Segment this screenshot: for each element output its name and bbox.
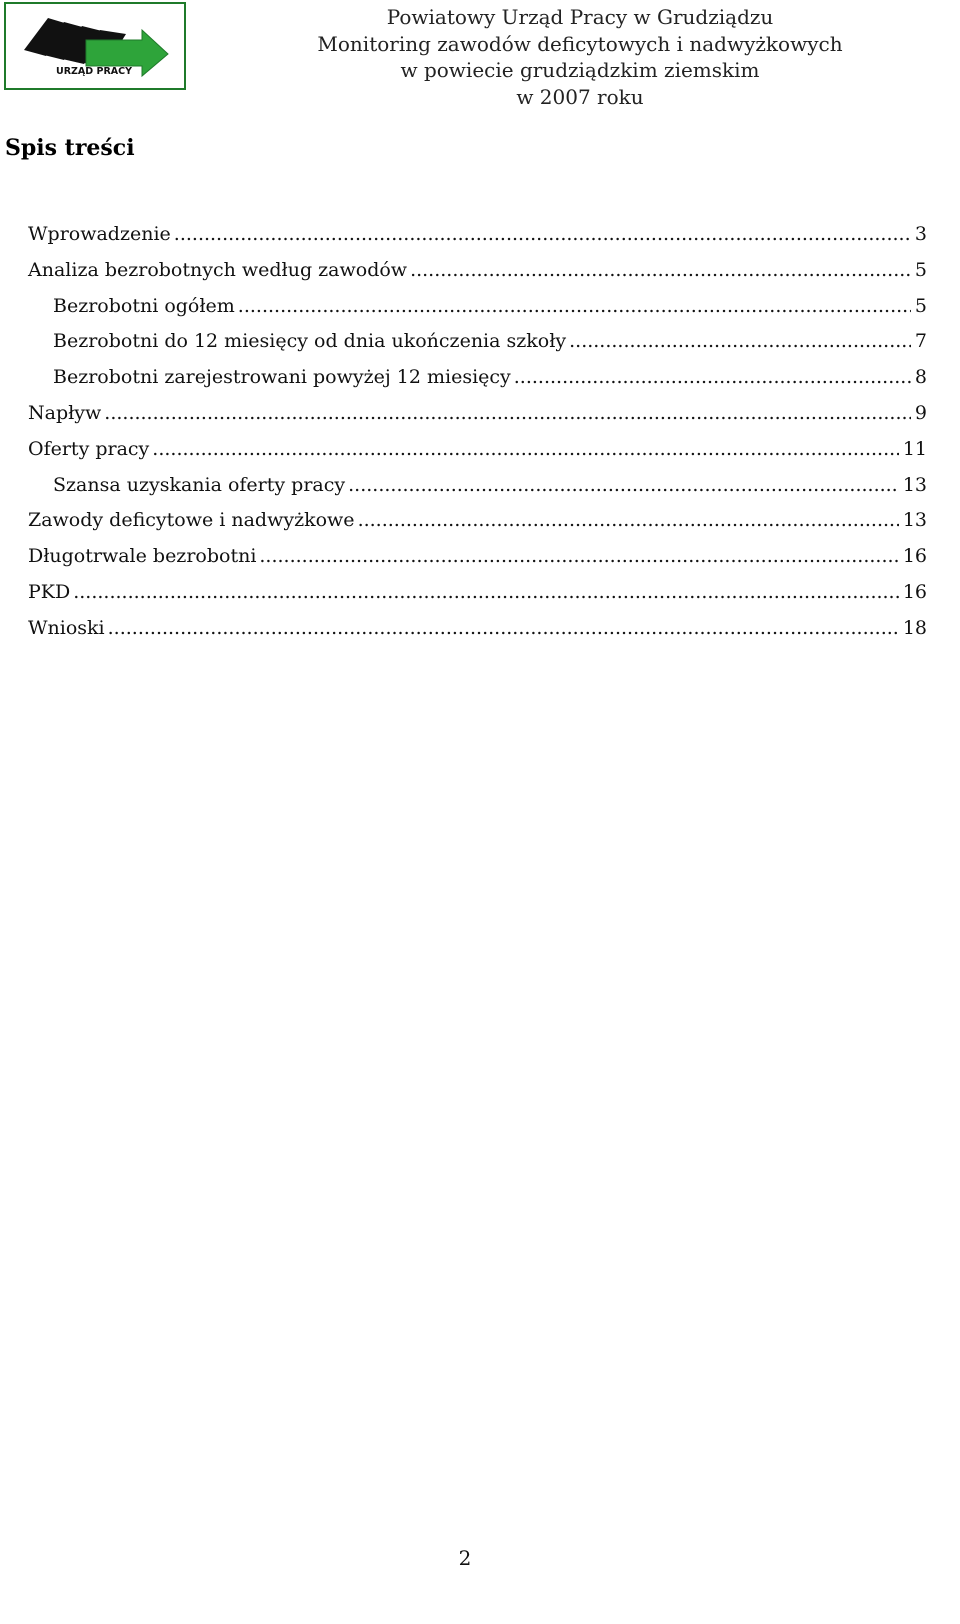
toc-entry-label: Bezrobotni ogółem: [53, 294, 235, 317]
header-line-year: w 2007 roku: [516, 84, 644, 109]
toc-title: Spis treści: [5, 135, 135, 161]
toc-entry-wnioski[interactable]: [28, 612, 927, 648]
header-line-district: w powiecie grudziądzkim ziemskim: [400, 58, 760, 82]
document-header: [250, 4, 910, 110]
toc-entry-wprowadzenie[interactable]: [28, 218, 927, 254]
toc-entry-page: 18: [902, 616, 927, 639]
toc-leader-dots: [238, 290, 911, 322]
header-line-office: Powiatowy Urząd Pracy w Grudziądzu: [386, 5, 774, 29]
toc-leader-dots: [259, 540, 898, 572]
toc-leader-dots: [514, 361, 911, 393]
header-line-title: Monitoring zawodów deficytowych i nadwyżkowych: [317, 31, 843, 56]
toc-entry-bezrobotni-do-12[interactable]: [28, 325, 927, 361]
toc-entry-label: Wnioski: [28, 616, 105, 639]
toc-leader-dots: [73, 576, 899, 608]
toc-leader-dots: [348, 469, 899, 501]
toc-entry-dlugotrwale[interactable]: [28, 540, 927, 576]
toc-entry-zawody[interactable]: [28, 504, 927, 540]
logo-graphic: [6, 4, 184, 88]
toc-entry-szansa[interactable]: [28, 469, 927, 505]
toc-entry-page: 16: [902, 580, 927, 603]
toc-entry-pkd[interactable]: [28, 576, 927, 612]
toc-entry-label: Długotrwale bezrobotni: [28, 545, 257, 568]
toc-entry-label: Oferty pracy: [28, 437, 150, 460]
toc-entry-analiza[interactable]: [28, 254, 927, 290]
toc-entry-label: Bezrobotni zarejestrowani powyżej 12 miesięcy: [53, 366, 511, 389]
toc-leader-dots: [174, 218, 911, 250]
toc-leader-dots: [569, 325, 911, 357]
toc-entry-label: PKD: [28, 580, 71, 603]
toc-leader-dots: [410, 254, 911, 286]
urzad-pracy-logo: [4, 2, 186, 90]
toc-entry-label: Wprowadzenie: [28, 223, 171, 245]
toc-entry-page: 16: [902, 545, 927, 568]
toc-leader-dots: [104, 397, 911, 429]
toc-entry-page: 11: [902, 437, 927, 460]
toc-entry-page: 5: [914, 294, 927, 317]
toc-entry-oferty-pracy[interactable]: [28, 433, 927, 469]
logo-text: URZĄD PRACY: [56, 66, 132, 77]
toc-entry-bezrobotni-powyzej-12[interactable]: [28, 361, 927, 397]
toc-entry-label: Napływ: [28, 401, 102, 424]
toc-entry-label: Bezrobotni do 12 miesięcy od dnia ukończenia szkoły: [53, 330, 567, 353]
toc-entry-bezrobotni-ogolem[interactable]: [28, 290, 927, 326]
toc-entry-label: Szansa uzyskania oferty pracy: [53, 473, 346, 496]
toc-entry-label: Analiza bezrobotnych według zawodów: [28, 258, 408, 281]
toc-leader-dots: [108, 612, 899, 644]
toc-entry-page: 9: [914, 401, 927, 424]
toc-entry-page: 8: [914, 366, 927, 389]
toc-leader-dots: [358, 504, 899, 536]
toc-entry-page: 5: [914, 258, 927, 281]
toc-entry-naplyw[interactable]: [28, 397, 927, 433]
table-of-contents: [28, 218, 927, 648]
toc-leader-dots: [152, 433, 899, 465]
toc-entry-page: 7: [914, 330, 927, 353]
toc-entry-label: Zawody deficytowe i nadwyżkowe: [28, 509, 355, 532]
toc-entry-page: 13: [902, 509, 927, 532]
page-number: 2: [458, 1546, 472, 1570]
toc-entry-page: 13: [902, 473, 927, 496]
toc-entry-page: 3: [914, 223, 927, 245]
